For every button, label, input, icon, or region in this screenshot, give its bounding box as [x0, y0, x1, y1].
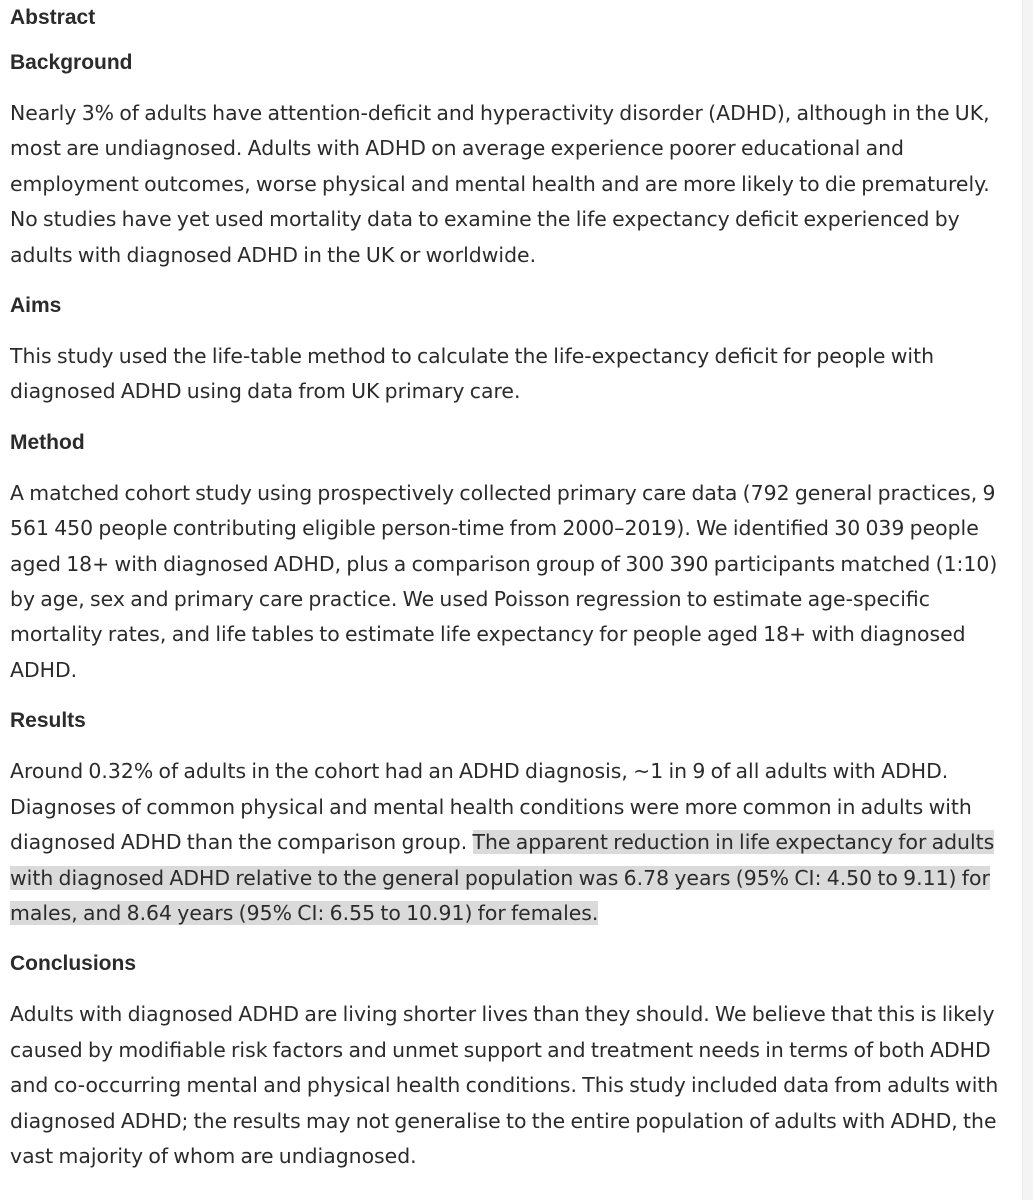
background-heading: Background — [10, 51, 133, 74]
results-heading: Results — [10, 709, 86, 733]
abstract-title: Abstract — [10, 6, 96, 29]
results-section — [10, 707, 1020, 931]
results-text-plain: Around 0.32% of adults in the cohort had an ADHD diagnosis, ~1 in 9 of all adults with ADHD. Diagnoses of common physical and mental health conditions were more common in adults with diagnosed ADHD than the comparison group. — [10, 759, 972, 855]
conclusions-section — [10, 950, 1020, 1174]
aims-text: This study used the life-table method to calculate the life-expectancy deficit for people with diagnosed ADHD using data from UK primary care. — [10, 344, 934, 404]
method-text: A matched cohort study using prospectively collected primary care data (792 general practices, 9 561 450 people contributing eligible person-time from 2000–2019). We identified 30 039 people aged 18+ with diagnosed ADHD, plus a comparison group of 300 390 participants matched (1:10) by age, sex and primary care practice. We used Poisson regression to estimate age-specific mortality rates, and life tables to estimate life expectancy for people aged 18+ with diagnosed ADHD. — [10, 480, 998, 682]
scrollbar-track[interactable] — [1022, 0, 1033, 1200]
conclusions-text: Adults with diagnosed ADHD are living shorter lives than they should. We believe that this is likely caused by modifiable risk factors and unmet support and treatment needs in terms of both ADHD and co-occurring mental and physical health conditions. This study included data from adults with diagnosed ADHD; the results may not generalise to the entire population of adults with ADHD, the vast majority of whom are undiagnosed. — [10, 1002, 999, 1168]
aims-heading: Aims — [10, 294, 62, 318]
aims-section — [10, 292, 1020, 410]
background-section — [10, 49, 1020, 273]
method-heading: Method — [10, 430, 85, 454]
background-text: Nearly 3% of adults have attention-deficit and hyperactivity disorder (ADHD), although in the UK, most are undiagnosed. Adults with ADHD on average experience poorer educational and employment outcomes, worse physical and mental health and are more likely to die prematurely. No studies have yet used mortality data to examine the life expectancy deficit experienced by adults with diagnosed ADHD in the UK or worldwide. — [10, 101, 990, 267]
conclusions-heading: Conclusions — [10, 952, 137, 976]
method-section — [10, 429, 1020, 688]
results-text-selection[interactable]: The apparent reduction in life expectancy for adults with diagnosed ADHD relative to the general population was 6.78 years (95% CI: 4.50 to 9.11) for males, and 8.64 years (95% CI: 6.55 to 10.91) for females. — [10, 830, 995, 925]
results-text[interactable] — [10, 754, 1010, 931]
